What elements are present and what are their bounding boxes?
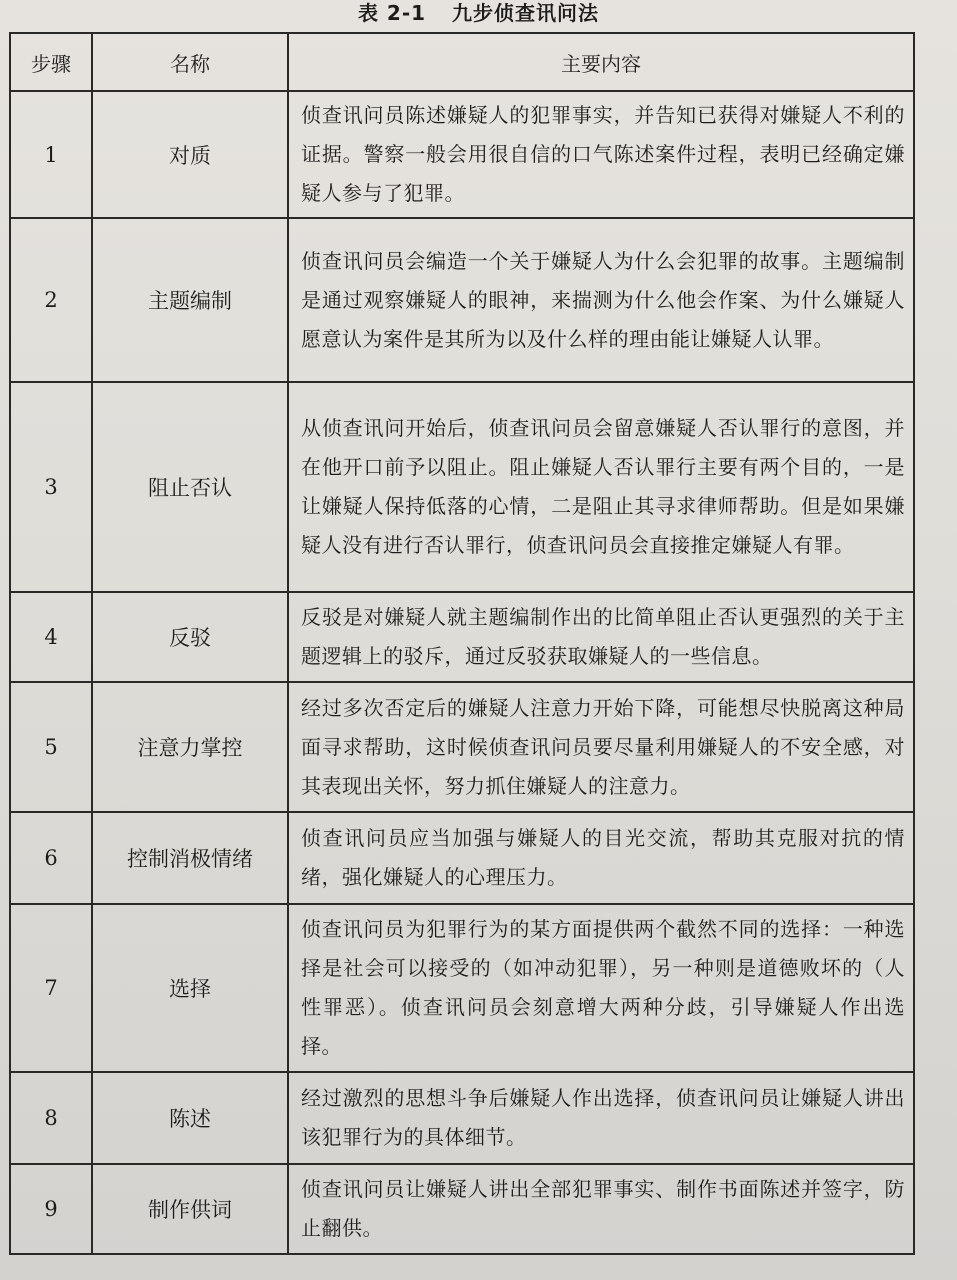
table-row: [10, 382, 914, 592]
step-name: 反驳: [92, 592, 288, 682]
step-name: 陈述: [92, 1072, 288, 1164]
step-content: 经过多次否定后的嫌疑人注意力开始下降，可能想尽快脱离这种局面寻求帮助，这时候侦查讯问员要尽量利用嫌疑人的不安全感，对其表现出关怀，努力抓住嫌疑人的注意力。: [288, 682, 914, 812]
step-content: 从侦查讯问开始后，侦查讯问员会留意嫌疑人否认罪行的意图，并在他开口前予以阻止。阻止嫌疑人否认罪行主要有两个目的，一是让嫌疑人保持低落的心情，二是阻止其寻求律师帮助。但是如果嫌疑人没有进行否认罪行，侦查讯问员会直接推定嫌疑人有罪。: [288, 382, 914, 592]
step-number: 3: [10, 382, 92, 592]
step-number: 2: [10, 218, 92, 382]
step-number: 4: [10, 592, 92, 682]
step-content: 经过激烈的思想斗争后嫌疑人作出选择，侦查讯问员让嫌疑人讲出该犯罪行为的具体细节。: [288, 1072, 914, 1164]
step-name: 对质: [92, 91, 288, 218]
table-number: 表 2-1: [357, 1, 427, 25]
step-number: 9: [10, 1164, 92, 1254]
step-number: 6: [10, 812, 92, 904]
header-name: 名称: [92, 33, 288, 91]
table-row: [10, 904, 914, 1072]
step-name: 选择: [92, 904, 288, 1072]
step-content: 侦查讯问员会编造一个关于嫌疑人为什么会犯罪的故事。主题编制是通过观察嫌疑人的眼神，来揣测为什么他会作案、为什么嫌疑人愿意认为案件是其所为以及什么样的理由能让嫌疑人认罪。: [288, 218, 914, 382]
step-name: 制作供词: [92, 1164, 288, 1254]
step-number: 1: [10, 91, 92, 218]
step-content: 侦查讯问员为犯罪行为的某方面提供两个截然不同的选择：一种选择是社会可以接受的（如冲动犯罪），另一种则是道德败坏的（人性罪恶）。侦查讯问员会刻意增大两种分歧，引导嫌疑人作出选择。: [288, 904, 914, 1072]
table-row: [10, 682, 914, 812]
step-number: 5: [10, 682, 92, 812]
step-name: 阻止否认: [92, 382, 288, 592]
table-row: [10, 812, 914, 904]
step-content: 侦查讯问员应当加强与嫌疑人的目光交流，帮助其克服对抗的情绪，强化嫌疑人的心理压力。: [288, 812, 914, 904]
table-caption: [0, 0, 957, 26]
step-content: 反驳是对嫌疑人就主题编制作出的比简单阻止否认更强烈的关于主题逻辑上的驳斥，通过反驳获取嫌疑人的一些信息。: [288, 592, 914, 682]
table-row: [10, 592, 914, 682]
nine-step-table: [9, 32, 915, 1255]
step-number: 8: [10, 1072, 92, 1164]
step-name: 控制消极情绪: [92, 812, 288, 904]
table-header-row: [10, 33, 914, 91]
step-name: 主题编制: [92, 218, 288, 382]
table-title: 九步侦查讯问法: [452, 1, 600, 25]
step-number: 7: [10, 904, 92, 1072]
table-row: [10, 91, 914, 218]
table-row: [10, 1072, 914, 1164]
step-content: 侦查讯问员陈述嫌疑人的犯罪事实，并告知已获得对嫌疑人不利的证据。警察一般会用很自信的口气陈述案件过程，表明已经确定嫌疑人参与了犯罪。: [288, 91, 914, 218]
header-content: 主要内容: [288, 33, 914, 91]
step-name: 注意力掌控: [92, 682, 288, 812]
step-content: 侦查讯问员让嫌疑人讲出全部犯罪事实、制作书面陈述并签字，防止翻供。: [288, 1164, 914, 1254]
table-row: [10, 1164, 914, 1254]
table-row: [10, 218, 914, 382]
header-step: 步骤: [10, 33, 92, 91]
